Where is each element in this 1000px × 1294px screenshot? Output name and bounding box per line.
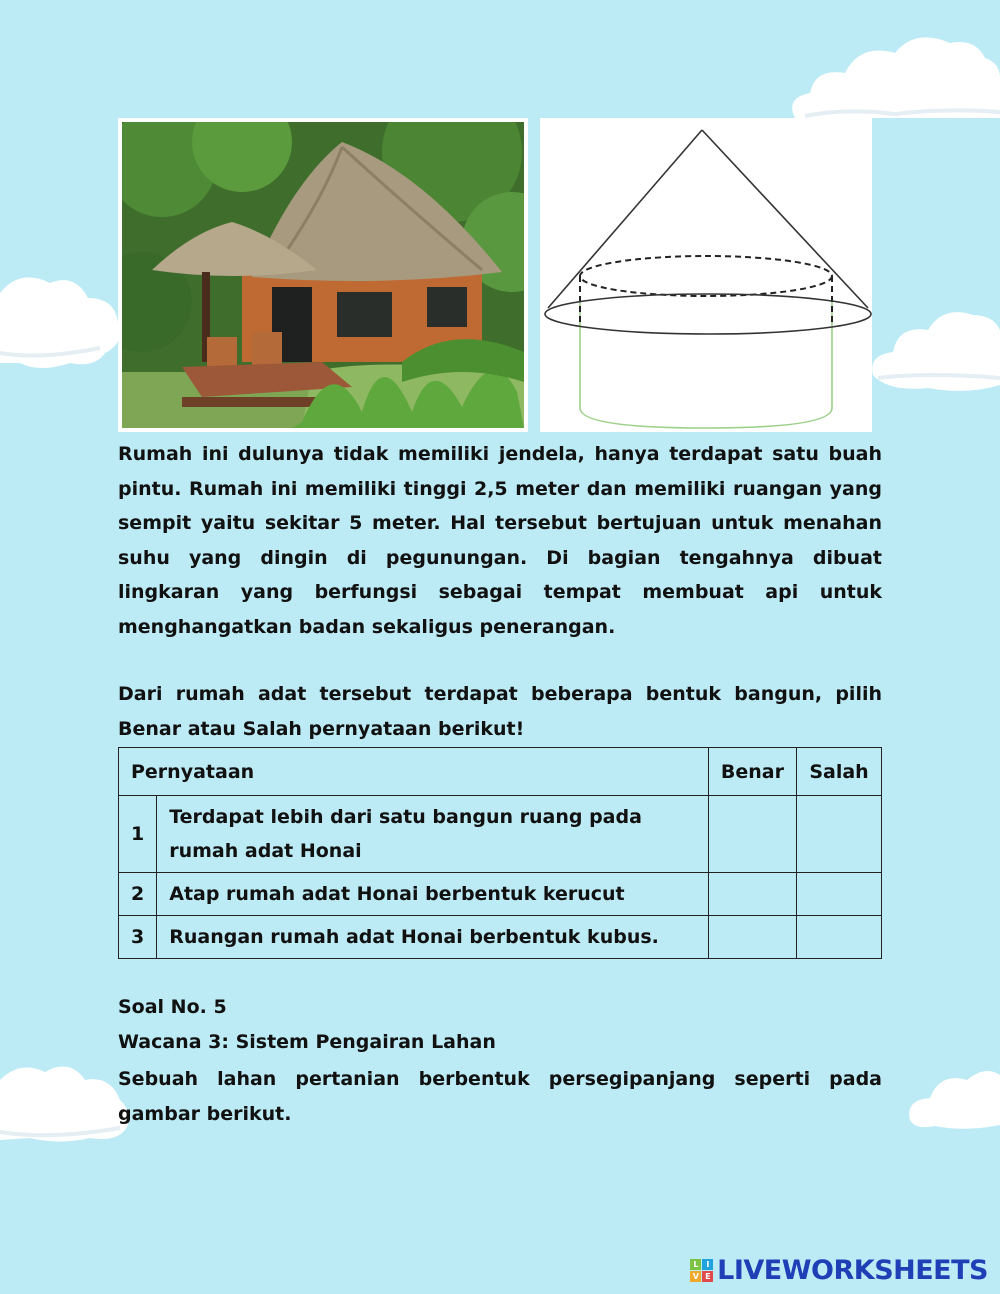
answer-false-cell[interactable] (797, 873, 882, 916)
cloud-mid-right (868, 300, 1000, 395)
row-statement: Terdapat lebih dari satu bangun ruang pada rumah adat Honai (157, 796, 709, 873)
instruction-paragraph: Dari rumah adat tersebut terdapat beberapa bentuk bangun, pilih Benar atau Salah pernyataan berikut! (118, 683, 882, 740)
header-statement: Pernyataan (119, 748, 709, 796)
answer-false-cell[interactable] (797, 916, 882, 959)
table-row (119, 916, 882, 959)
row-number: 3 (119, 916, 157, 959)
table-row (119, 796, 882, 873)
answer-true-cell[interactable] (708, 916, 796, 959)
cloud-bottom-left (0, 1060, 135, 1145)
row-number: 1 (119, 796, 157, 873)
row-statement: Ruangan rumah adat Honai berbentuk kubus. (157, 916, 709, 959)
cloud-mid-left (0, 268, 125, 378)
answer-true-cell[interactable] (708, 796, 796, 873)
row-statement: Atap rumah adat Honai berbentuk kerucut (157, 873, 709, 916)
description-paragraph: Rumah ini dulunya tidak memiliki jendela, hanya terdapat satu buah pintu. Rumah ini memiliki tinggi 2,5 meter dan memiliki ruangan yang sempit yaitu sekitar 5 meter. Hal tersebut bertujuan untuk menahan suhu yang dingin di pegunungan. Di bagian tengahnya dibuat lingkaran yang berfungsi sebagai tempat membuat api untuk menghangatkan badan sekaligus penerangan. (118, 443, 882, 638)
header-false: Salah (797, 748, 882, 796)
logo-mark-icon: L I V E (690, 1259, 713, 1282)
table-header-row (119, 748, 882, 796)
cloud-top-right (785, 28, 1000, 123)
honai-house-photo (118, 118, 528, 432)
question-text: Sebuah lahan pertanian berbentuk persegipanjang seperti pada gambar berikut. (118, 1068, 882, 1125)
answer-true-cell[interactable] (708, 873, 796, 916)
question-number: Soal No. 5 (118, 996, 227, 1018)
passage-title: Wacana 3: Sistem Pengairan Lahan (118, 1031, 496, 1053)
cloud-bottom-right (905, 1060, 1000, 1130)
statement-table (118, 747, 882, 959)
cone-cylinder-diagram (540, 118, 872, 432)
header-true: Benar (708, 748, 796, 796)
table-row (119, 873, 882, 916)
liveworksheets-logo (690, 1253, 988, 1287)
row-number: 2 (119, 873, 157, 916)
logo-text: LIVEWORKSHEETS (717, 1254, 988, 1286)
answer-false-cell[interactable] (797, 796, 882, 873)
